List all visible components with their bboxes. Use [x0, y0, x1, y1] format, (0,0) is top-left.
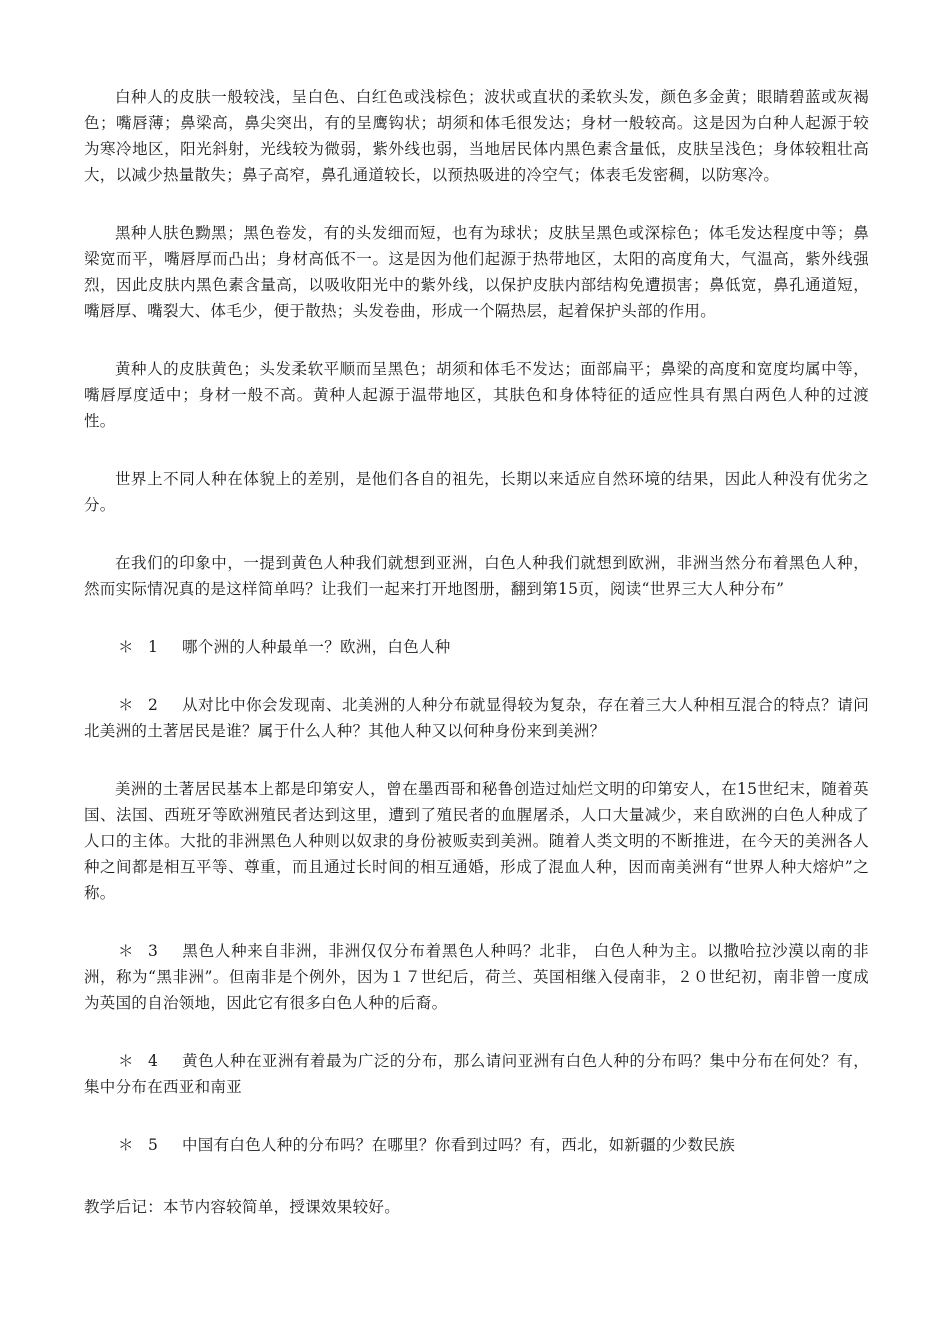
paragraph-americas: 美洲的土著居民基本上都是印第安人，曾在墨西哥和秘鲁创造过灿烂文明的印第安人，在15世纪末，随着英国、法国、西班牙等欧洲殖民者达到这里，遭到了殖民者的血腥屠杀，人口大量减少，来自欧洲的白色人种成了人口的主体。大批的非洲黑色人种则以奴隶的身份被贩卖到美洲。随着人类文明的不断推进，在今天的美洲各人种之间都是相互平等、尊重，而且通过长时间的相互通婚，形成了混血人种，因而南美洲有“世界人种大熔炉”之称。 — [84, 780, 869, 902]
bullet-star-icon: ＊ — [118, 942, 134, 960]
question-text: 哪个洲的人种最单一？欧洲，白色人种 — [182, 638, 451, 656]
bullet-star-icon: ＊ — [118, 1052, 134, 1070]
question-number: 5 — [148, 1136, 159, 1154]
question-number: 1 — [148, 638, 159, 656]
question-number: 2 — [148, 696, 159, 714]
question-3 — [84, 938, 869, 1016]
bullet-star-icon: ＊ — [118, 638, 134, 656]
teaching-note: 教学后记：本节内容较简单，授课效果较好。 — [84, 1198, 401, 1216]
document-body — [84, 84, 869, 1216]
question-1 — [84, 634, 869, 660]
question-text: 中国有白色人种的分布吗？在哪里？你看到过吗？有，西北，如新疆的少数民族 — [182, 1136, 736, 1154]
question-text: 从对比中你会发现南、北美洲的人种分布就显得较为复杂，存在着三大人种相互混合的特点？请问北美洲的土著居民是谁？属于什么人种？其他人种又以何种身份来到美洲？ — [84, 696, 869, 740]
question-4 — [84, 1048, 869, 1100]
paragraph-no-superiority: 世界上不同人种在体貌上的差别，是他们各自的祖先，长期以来适应自然环境的结果，因此人种没有优劣之分。 — [84, 470, 869, 514]
question-text: 黑色人种来自非洲，非洲仅仅分布着黑色人种吗？北非， 白色人种为主。以撒哈拉沙漠以南的非洲，称为“黑非洲”。但南非是个例外，因为１７世纪后，荷兰、英国相继入侵南非，２０世纪初，南非曾一度成为英国的自治领地，因此它有很多白色人种的后裔。 — [84, 942, 869, 1012]
paragraph-atlas-intro: 在我们的印象中，一提到黄色人种我们就想到亚洲，白色人种我们就想到欧洲，非洲当然分布着黑色人种，然而实际情况真的是这样简单吗？让我们一起来打开地图册，翻到第15页，阅读“世界三大人种分布” — [84, 554, 869, 598]
question-number: 4 — [148, 1052, 159, 1070]
paragraph-black-race: 黑种人肤色黝黑；黑色卷发，有的头发细而短，也有为球状；皮肤呈黑色或深棕色；体毛发达程度中等；鼻梁宽而平，嘴唇厚而凸出；身材高低不一。这是因为他们起源于热带地区，太阳的高度角大，气温高，紫外线强烈，因此皮肤内黑色素含量高，以吸收阳光中的紫外线，以保护皮肤内部结构免遭损害；鼻低宽，鼻孔通道短，嘴唇厚、嘴裂大、体毛少，便于散热；头发卷曲，形成一个隔热层，起着保护头部的作用。 — [84, 224, 869, 320]
question-5 — [84, 1132, 869, 1158]
question-2 — [84, 692, 869, 744]
paragraph-yellow-race: 黄种人的皮肤黄色；头发柔软平顺而呈黑色；胡须和体毛不发达；面部扁平；鼻梁的高度和宽度均属中等，嘴唇厚度适中；身材一般不高。黄种人起源于温带地区，其肤色和身体特征的适应性具有黑白两色人种的过渡性。 — [84, 360, 869, 430]
bullet-star-icon: ＊ — [118, 696, 134, 714]
paragraph-white-race: 白种人的皮肤一般较浅，呈白色、白红色或浅棕色；波状或直状的柔软头发，颜色多金黄；眼睛碧蓝或灰褐色；嘴唇薄；鼻梁高，鼻尖突出，有的呈鹰钩状；胡须和体毛很发达；身材一般较高。这是因为白种人起源于较为寒冷地区，阳光斜射，光线较为微弱，紫外线也弱，当地居民体内黑色素含量低，皮肤呈浅色；身体较粗壮高大，以减少热量散失；鼻子高窄，鼻孔通道较长，以预热吸进的冷空气；体表毛发密稠，以防寒冷。 — [84, 88, 869, 184]
question-number: 3 — [148, 942, 159, 960]
question-text: 黄色人种在亚洲有着最为广泛的分布，那么请问亚洲有白色人种的分布吗？集中分布在何处？有，集中分布在西亚和南亚 — [84, 1052, 869, 1096]
bullet-star-icon: ＊ — [118, 1136, 134, 1154]
